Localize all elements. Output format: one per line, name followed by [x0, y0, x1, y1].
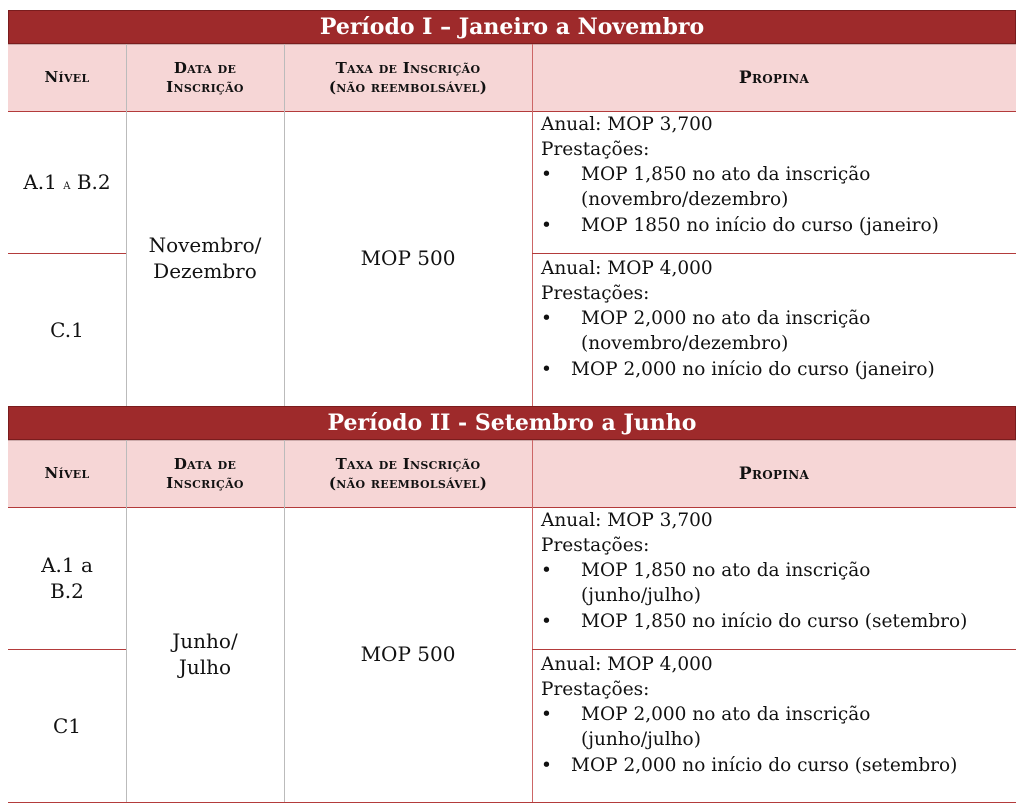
nivel-line2: B.2 — [50, 578, 84, 603]
propina-c1 — [541, 652, 957, 778]
taxa-value: MOP 500 — [360, 246, 456, 270]
propina-anual: Anual: MOP 3,700 — [541, 114, 713, 135]
period-1-header-row — [8, 44, 1016, 112]
header-taxa-inscricao — [284, 441, 532, 507]
bullet-icon: • — [541, 560, 552, 582]
propina-anual: Anual: MOP 4,000 — [541, 258, 713, 279]
propina-bullet-continuation: (novembro/dezembro) — [581, 333, 789, 355]
header-taxa-inscricao — [284, 45, 532, 111]
propina-prestacoes: Prestações: — [541, 679, 650, 701]
bullet-icon: • — [541, 214, 552, 236]
header-data-line1: Data de — [173, 454, 237, 473]
bullet-icon: • — [541, 308, 552, 330]
header-data-line2: Inscrição — [166, 78, 244, 96]
propina-prestacoes: Prestações: — [541, 139, 650, 161]
propina-bullet: • MOP 2,000 no início do curso (janeiro) — [541, 357, 935, 382]
nivel-a1-b2 — [8, 506, 126, 649]
bullet-icon: • — [541, 610, 552, 632]
data-inscricao-value — [126, 506, 284, 802]
nivel-a1-b2 — [8, 110, 126, 253]
propina-a1-b2 — [541, 508, 967, 634]
nivel-end: B.2 — [70, 169, 111, 194]
taxa-value: MOP 500 — [360, 642, 456, 666]
header-taxa-line2: (não reembolsável) — [328, 474, 488, 492]
data-inscricao-line2: Dezembro — [153, 259, 257, 283]
propina-prestacoes: Prestações: — [541, 535, 650, 557]
period-2-header-row — [8, 440, 1016, 508]
header-taxa-line1: Taxa de Inscrição — [335, 454, 481, 473]
bullet-icon: • — [541, 164, 552, 186]
header-data-line1: Data de — [173, 58, 237, 77]
period-2-title: Período II - Setembro a Junho — [8, 406, 1016, 440]
propina-bullet: • MOP 1,850 no início do curso (setembro) — [541, 609, 967, 634]
table-bottom-rule — [8, 802, 1016, 803]
propina-bullet: • MOP 2,000 no início do curso (setembro) — [541, 753, 957, 778]
bullet-icon: • — [541, 754, 552, 776]
header-taxa-line1: Taxa de Inscrição — [335, 58, 481, 77]
propina-bullet: • MOP 1,850 no ato da inscrição — [541, 558, 967, 583]
row-divider — [532, 253, 1016, 254]
header-data-inscricao — [126, 441, 284, 507]
data-inscricao-value — [126, 110, 284, 406]
bullet-icon: • — [541, 704, 552, 726]
propina-bullet-continuation: (junho/julho) — [581, 585, 701, 607]
header-propina: Propina — [738, 463, 810, 484]
header-nivel: Nível — [44, 68, 90, 87]
nivel-line1: A.1 a — [41, 552, 93, 577]
column-divider — [532, 44, 533, 406]
propina-a1-b2 — [541, 112, 939, 238]
header-nivel: Nível — [44, 464, 90, 483]
header-taxa-line2: (não reembolsável) — [328, 78, 488, 96]
row-divider — [532, 649, 1016, 650]
data-inscricao-line1: Junho/ — [172, 629, 238, 653]
nivel-c1: C1 — [52, 714, 82, 738]
propina-anual: Anual: MOP 3,700 — [541, 510, 713, 531]
propina-bullet-continuation: (novembro/dezembro) — [581, 189, 789, 211]
header-propina: Propina — [738, 67, 810, 88]
propina-bullet: • MOP 1850 no início do curso (janeiro) — [541, 213, 939, 238]
header-data-inscricao — [126, 45, 284, 111]
nivel-small: a — [63, 176, 71, 193]
nivel-main: A.1 — [23, 169, 64, 194]
propina-bullet-continuation: (junho/julho) — [581, 729, 701, 751]
nivel-c1: C.1 — [50, 318, 84, 342]
data-inscricao-line2: Julho — [178, 655, 232, 679]
propina-c1 — [541, 256, 935, 382]
propina-prestacoes: Prestações: — [541, 283, 650, 305]
propina-bullet: • MOP 2,000 no ato da inscrição — [541, 702, 957, 727]
propina-bullet: • MOP 1,850 no ato da inscrição — [541, 162, 939, 187]
propina-bullet: • MOP 2,000 no ato da inscrição — [541, 306, 935, 331]
data-inscricao-line1: Novembro/ — [148, 233, 262, 257]
header-data-line2: Inscrição — [166, 474, 244, 492]
column-divider — [532, 440, 533, 802]
propina-anual: Anual: MOP 4,000 — [541, 654, 713, 675]
bullet-icon: • — [541, 358, 552, 380]
period-1-title: Período I – Janeiro a Novembro — [8, 10, 1016, 44]
